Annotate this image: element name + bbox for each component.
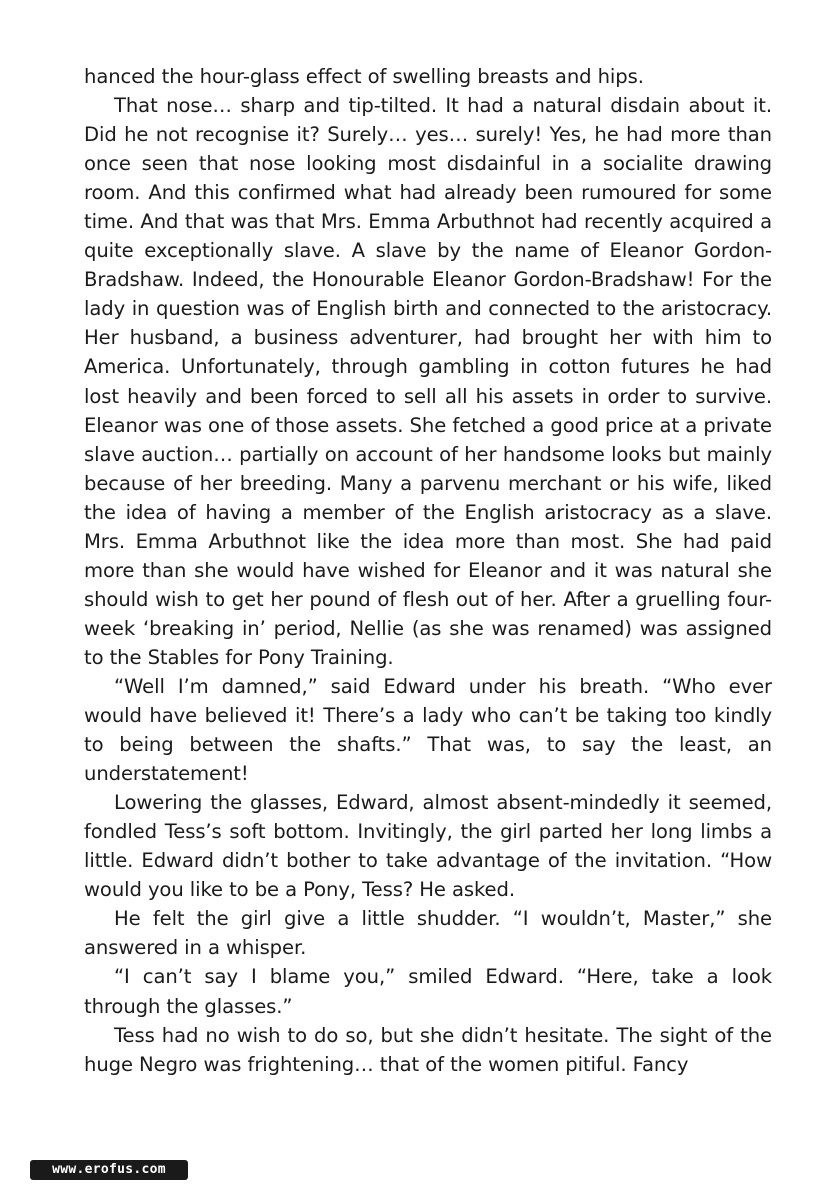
paragraph-2: That nose… sharp and tip-tilted. It had a natural disdain about it. Did he not recognise it? Surely… yes… surely! Yes, he had more than once seen that nose looking most disdainful in a socialite drawing room. And this confirmed what had already been rumoured for some time. And that was that Mrs. Emma Arbuthnot had recently acquired a quite exceptionally slave. A slave by the name of Eleanor Gordon-Bradshaw. Indeed, the Honourable Eleanor Gordon-Bradshaw! For the lady in question was of English birth and connected to the aristocracy. Her husband, a business adventurer, had brought her with him to America. Unfortunately, through gambling in cotton futures he had lost heavily and been forced to sell all his assets in order to survive. Eleanor was one of those assets. She fetched a good price at a private slave auction… partially on account of her handsome looks but mainly because of her breeding. Many a parvenu merchant or his wife, liked the idea of having a member of the English aristocracy as a slave. Mrs. Emma Arbuthnot like the idea more than most. She had paid more than she would have wished for Eleanor and it was natural she should wish to get her pound of flesh out of her. After a gruelling four-week ‘breaking in’ period, Nellie (as she was renamed) was assigned to the Stables for Pony Training. <box>84 94 772 669</box>
paragraph-3: “Well I’m damned,” said Edward under his breath. “Who ever would have believed it! There’s a lady who can’t be taking too kindly to being between the shafts.” That was, to say the least, an understatement! <box>84 674 772 786</box>
watermark-banner: www.erofus.com <box>30 1160 188 1180</box>
paragraph-1: hanced the hour-glass effect of swelling breasts and hips. <box>84 65 644 88</box>
paragraph-6: “I can’t say I blame you,” smiled Edward. “Here, take a look through the glasses.” <box>84 965 772 1018</box>
page-body <box>84 62 772 1079</box>
paragraph-4: Lowering the glasses, Edward, almost absent-mindedly it seemed, fondled Tess’s soft bottom. Invitingly, the girl parted her long limbs a little. Edward didn’t bother to take advantage of the invitation. “How would you like to be a Pony, Tess? He asked. <box>84 791 772 902</box>
paragraph-5: He felt the girl give a little shudder. “I wouldn’t, Master,” she answered in a whisper. <box>84 907 772 960</box>
paragraph-7: Tess had no wish to do so, but she didn’t hesitate. The sight of the huge Negro was frightening… that of the women pitiful. Fancy <box>84 1023 772 1076</box>
